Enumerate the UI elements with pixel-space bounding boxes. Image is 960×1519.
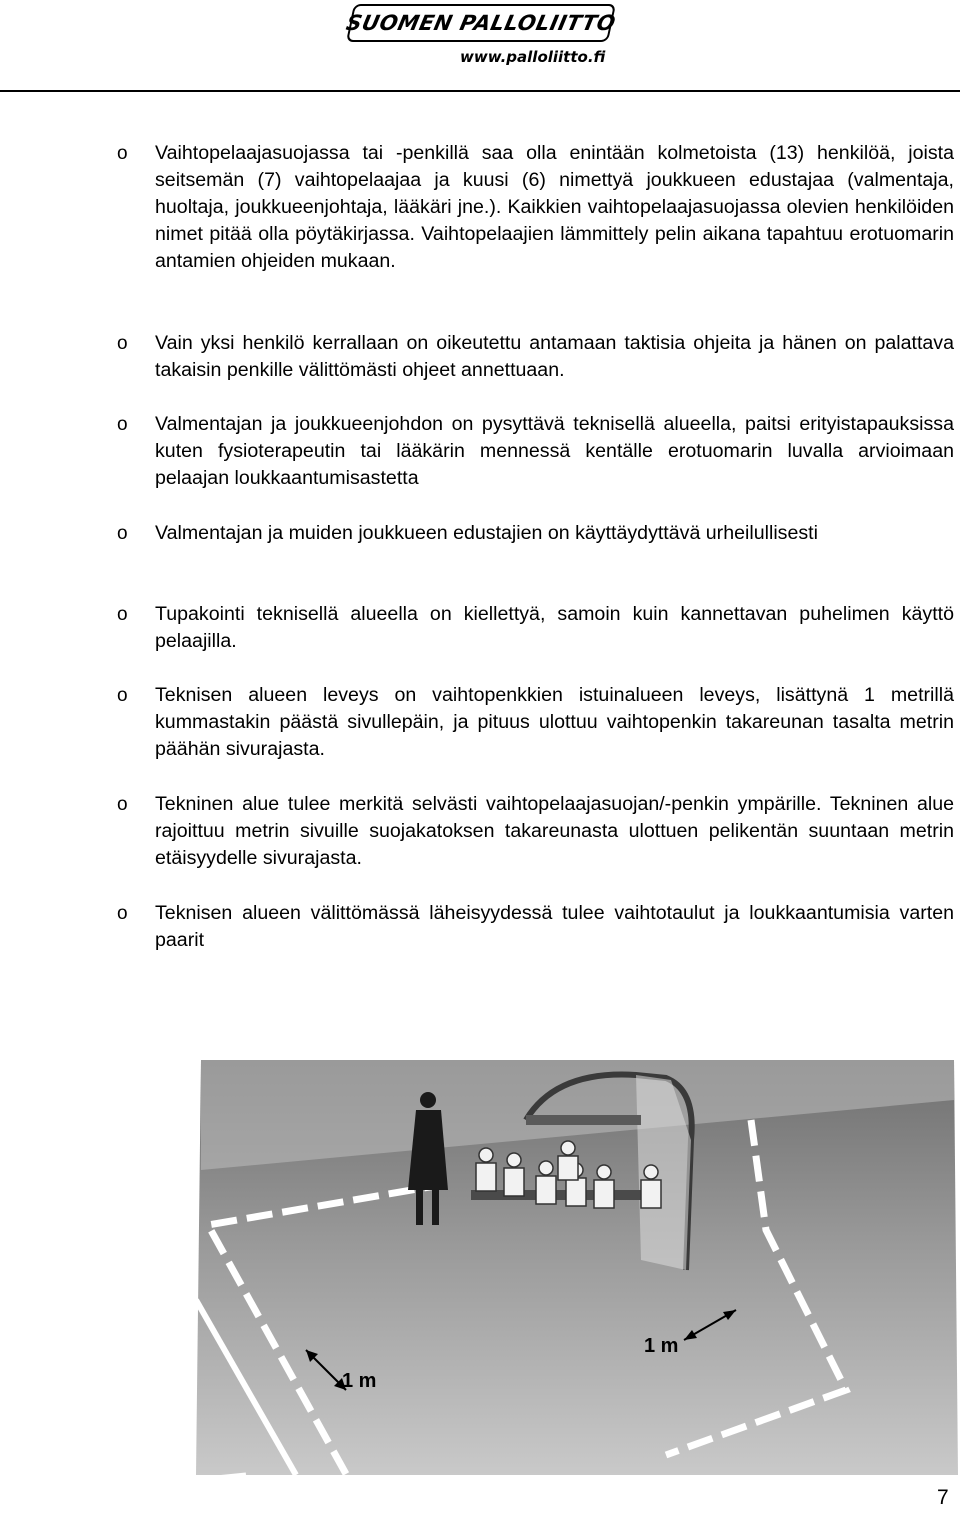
list-item-text: Valmentajan ja muiden joukkueen edustajien on käyttäydyttävä urheilullisesti bbox=[155, 522, 818, 544]
technical-area-illustration bbox=[196, 1060, 958, 1475]
logo-text: SUOMEN PALLOLIITTO bbox=[344, 11, 618, 35]
bullet-marker: o bbox=[117, 143, 128, 164]
list-item-text: Teknisen alueen välittömässä läheisyydessä tulee vaihtotaulut ja loukkaantumisia varten paarit bbox=[155, 902, 954, 951]
list-item-text: Tekninen alue tulee merkitä selvästi vaihtopelaajasuojan/-penkin ympärille. Tekninen alue rajoittuu metrin sivuille suojakatoksen takareunasta ulottuen pelikentän suuntaan metrin etäisyydelle sivurajasta. bbox=[155, 793, 954, 869]
bench bbox=[471, 1190, 646, 1200]
bullet-marker: o bbox=[117, 523, 128, 544]
palloliitto-logo bbox=[346, 4, 616, 42]
list-item-text: Valmentajan ja joukkueenjohdon on pysyttävä teknisellä alueella, paitsi erityistapauksissa kuten fysioterapeutin tai lääkärin mennessä kentälle erotuomarin luvalla arvioimaan pelaajan loukkaantumisastetta bbox=[155, 413, 954, 489]
dimension-label-front: 1 m bbox=[644, 1335, 679, 1357]
header-divider bbox=[0, 90, 960, 92]
technical-area-drawing bbox=[196, 1060, 958, 1475]
bullet-marker: o bbox=[117, 414, 128, 435]
shelter-roof bbox=[526, 1115, 641, 1125]
list-item-text: Vaihtopelaajasuojassa tai -penkillä saa olla enintään kolmetoista (13) henkilöä, joista seitsemän (7) vaihtopelaajaa ja kuusi (6) nimettyä joukkueen edustajaa (valmentaja, huoltaja, joukkueenjohtaja, lääkäri jne.). Kaikkien vaihtopelaajasuojassa olevien henkilöiden nimet pitää olla pöytäkirjassa. Vaihtopelaajien lämmittely pelin aikana tapahtuu erotuomarin antamien ohjeiden mukaan. bbox=[155, 142, 954, 272]
list-item-text: Tupakointi teknisellä alueella on kiellettyä, samoin kuin kannettavan puhelimen käyttö pelaajilla. bbox=[155, 603, 954, 652]
page-number: 7 bbox=[937, 1486, 949, 1509]
dimension-label-side: 1 m bbox=[342, 1370, 377, 1392]
bullet-marker: o bbox=[117, 794, 128, 815]
bullet-marker: o bbox=[117, 333, 128, 354]
bullet-marker: o bbox=[117, 903, 128, 924]
bullet-marker: o bbox=[117, 685, 128, 706]
list-item-text: Vain yksi henkilö kerrallaan on oikeutettu antamaan taktisia ohjeita ja hänen on palattava takaisin penkille välittömästi ohjeet annettuaan. bbox=[155, 332, 954, 381]
bullet-marker: o bbox=[117, 604, 128, 625]
list-item-text: Teknisen alueen leveys on vaihtopenkkien istuinalueen leveys, lisättynä 1 metrillä kummastakin päästä sivullepäin, ja pituus ulottuu vaihtopenkin takareunan tasalta metrin päähän sivurajasta. bbox=[155, 684, 954, 760]
site-url: www.palloliitto.fi bbox=[460, 48, 606, 66]
